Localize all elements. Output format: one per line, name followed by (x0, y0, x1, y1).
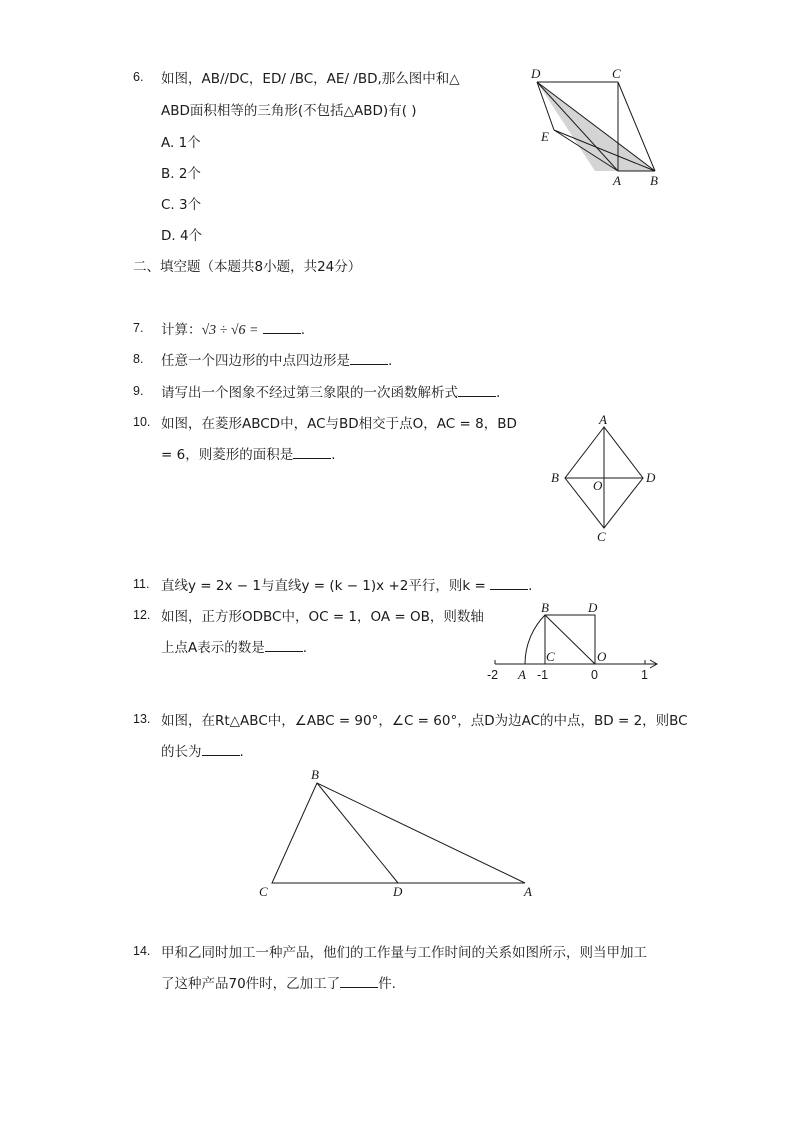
label-a: A (599, 412, 607, 427)
question-text: ABD面积相等的三角形(不包括△ABD)有( ) (161, 103, 417, 119)
question-suffix: . (302, 640, 308, 656)
label-o: O (593, 478, 603, 493)
math-expression: √3 ÷ √6 = (201, 323, 259, 338)
tick-label: 1 (641, 668, 648, 682)
option-d: D. 4个 (161, 228, 203, 244)
question-suffix: . (388, 353, 393, 369)
question-suffix: . (300, 322, 306, 338)
question-text: 甲和乙同时加工一种产品，他们的工作量与工作时间的关系如图所示，则当甲加工 (161, 945, 647, 961)
answer-blank[interactable] (340, 975, 378, 988)
label-e: E (541, 129, 549, 144)
label-c: C (259, 884, 268, 899)
question-body: 的长为 (161, 744, 202, 760)
label-o: O (597, 649, 607, 664)
option-c: C. 3个 (161, 197, 202, 213)
question-prefix: 计算： (161, 322, 202, 338)
question-text: 如图，AB//DC，ED/ /BC，AE/ /BD,那么图中和△ (161, 71, 460, 87)
q6-figure (520, 60, 680, 195)
label-d: D (646, 470, 656, 485)
label-a: A (524, 884, 532, 899)
question-number: 13. (133, 712, 151, 726)
option-a: A. 1个 (161, 135, 201, 151)
question-text (161, 381, 500, 401)
label-b: B (551, 470, 559, 485)
question-number: 7. (133, 321, 144, 335)
label-c: C (612, 66, 621, 81)
question-number: 9. (133, 384, 144, 398)
answer-blank[interactable] (350, 352, 388, 365)
label-d: D (531, 66, 541, 81)
tick-label: -1 (537, 668, 549, 682)
tick-label: -2 (487, 668, 499, 682)
label-a: A (518, 667, 526, 682)
question-suffix: . (496, 385, 501, 401)
answer-blank[interactable] (293, 446, 331, 459)
label-a: A (613, 173, 621, 188)
question-text: 如图，正方形ODBC中，OC = 1，OA = OB，则数轴 (161, 609, 484, 625)
option-b: B. 2个 (161, 166, 201, 182)
question-body: 任意一个四边形的中点四边形是 (161, 353, 350, 369)
question-text (161, 349, 392, 369)
tick-label: 0 (591, 668, 598, 682)
question-number: 12. (133, 608, 151, 622)
question-text (161, 318, 305, 339)
answer-blank[interactable] (202, 743, 240, 756)
question-text: 如图，在Rt△ABC中，∠ABC = 90°，∠C = 60°，点D为边AC的中点，BD = 2，则BC (161, 713, 688, 729)
answer-blank[interactable] (490, 577, 528, 590)
answer-blank[interactable] (265, 639, 303, 652)
label-d: D (588, 600, 598, 615)
question-body: 了这种产品70件时，乙加工了 (161, 976, 341, 992)
question-text (161, 574, 532, 594)
question-number: 14. (133, 944, 151, 958)
label-d: D (393, 884, 403, 899)
question-suffix: . (331, 447, 336, 463)
question-body: 请写出一个图象不经过第三象限的一次函数解析式 (161, 385, 458, 401)
question-number: 11. (133, 577, 150, 591)
question-body: 上点A表示的数是 (161, 640, 265, 656)
question-body: = 6，则菱形的面积是 (161, 447, 294, 463)
question-text (161, 636, 307, 656)
question-number: 8. (133, 352, 144, 366)
question-suffix: . (239, 744, 244, 760)
label-b: B (311, 767, 319, 782)
q12-number-line-figure (485, 598, 670, 688)
question-number: 6. (133, 70, 144, 84)
q13-triangle-figure (255, 765, 545, 905)
question-text: 如图，在菱形ABCD中，AC与BD相交于点O，AC = 8，BD (161, 416, 517, 432)
question-suffix: 件. (378, 976, 396, 992)
question-body: 直线y = 2x − 1与直线y = (k − 1)x +2平行，则k = (161, 578, 486, 594)
question-text (161, 443, 336, 463)
label-b: B (541, 600, 549, 615)
section-heading: 二、填空题（本题共8小题，共24分） (133, 259, 362, 275)
question-text (161, 972, 396, 992)
question-number: 10. (133, 415, 151, 429)
label-c: C (546, 649, 555, 664)
q10-rhombus-figure (545, 410, 665, 545)
question-text (161, 740, 244, 760)
label-b: B (650, 173, 658, 188)
question-suffix: . (528, 578, 533, 594)
label-c: C (597, 529, 606, 544)
answer-blank[interactable] (263, 321, 301, 334)
answer-blank[interactable] (458, 384, 496, 397)
